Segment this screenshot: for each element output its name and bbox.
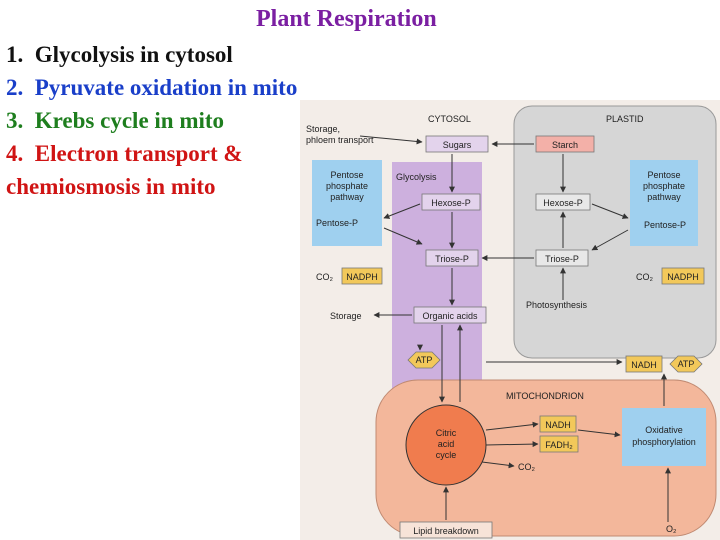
step-text: Pyruvate oxidation in mito: [34, 75, 298, 100]
hexose-p-cytosol-label: Hexose-P: [431, 198, 471, 208]
fadh2-label: FADH₂: [545, 440, 573, 450]
oxphos-line1: Oxidative: [645, 425, 683, 435]
ppp-right-line3: pathway: [647, 192, 681, 202]
step-number: 3.: [6, 108, 24, 133]
pentose-p-right: Pentose-P: [644, 220, 687, 230]
slide-title: Plant Respiration: [256, 6, 437, 32]
oxphos-line2: phosphorylation: [632, 437, 696, 447]
triose-p-plastid-label: Triose-P: [545, 254, 579, 264]
step-item: [6, 38, 297, 71]
step-number: 1.: [6, 42, 24, 67]
o2-label: O₂: [666, 524, 677, 534]
sugars-label: Sugars: [442, 140, 472, 150]
organic-acids-label: Organic acids: [422, 311, 478, 321]
step-number: 4.: [6, 141, 24, 166]
step-text: chemiosmosis in mito: [6, 174, 216, 199]
ppp-right-line2: phosphate: [642, 181, 686, 191]
ppp-right-line1: Pentose: [647, 170, 681, 180]
co2-right: CO₂: [636, 272, 653, 282]
respiration-steps-list: [6, 38, 297, 203]
step-number: 2.: [6, 75, 24, 100]
co2-mito: CO₂: [518, 462, 535, 472]
glycolysis-label: Glycolysis: [396, 172, 437, 182]
citric-line2: acid: [437, 439, 455, 449]
storage-phloem-label: Storage,: [306, 124, 341, 134]
step-item: [6, 137, 297, 170]
nadph-right-label: NADPH: [667, 272, 699, 282]
step-item: [6, 104, 297, 137]
step-item: [6, 170, 297, 203]
storage-label: Storage: [330, 311, 362, 321]
step-text: Electron transport &: [34, 141, 243, 166]
co2-left: CO₂: [316, 272, 333, 282]
citric-line1: Citric: [435, 428, 457, 438]
citric-line3: cycle: [435, 450, 457, 460]
step-text: Krebs cycle in mito: [34, 108, 225, 133]
ppp-left-line1: Pentose: [330, 170, 364, 180]
phloem-transport-label: phloem transport: [306, 135, 374, 145]
ppp-left-line2: phosphate: [325, 181, 369, 191]
atp-cytosol-label: ATP: [415, 355, 433, 365]
plastid-label: PLASTID: [606, 114, 644, 124]
atp-top-label: ATP: [677, 359, 695, 369]
ppp-left-line3: pathway: [330, 192, 364, 202]
nadh-mito-label: NADH: [545, 420, 571, 430]
mitochondrion-label: MITOCHONDRION: [506, 391, 584, 401]
nadph-left-label: NADPH: [346, 272, 378, 282]
plant-respiration-diagram: [300, 100, 720, 540]
starch-label: Starch: [551, 140, 579, 150]
lipid-breakdown-label: Lipid breakdown: [413, 526, 479, 536]
triose-p-cytosol-label: Triose-P: [435, 254, 469, 264]
step-item: [6, 71, 297, 104]
photosynthesis-label: Photosynthesis: [526, 300, 588, 310]
hexose-p-plastid-label: Hexose-P: [543, 198, 583, 208]
cytosol-label: CYTOSOL: [428, 114, 471, 124]
pentose-p-left: Pentose-P: [316, 218, 359, 228]
nadh-top-label: NADH: [631, 360, 657, 370]
step-text: Glycolysis in cytosol: [34, 42, 233, 67]
